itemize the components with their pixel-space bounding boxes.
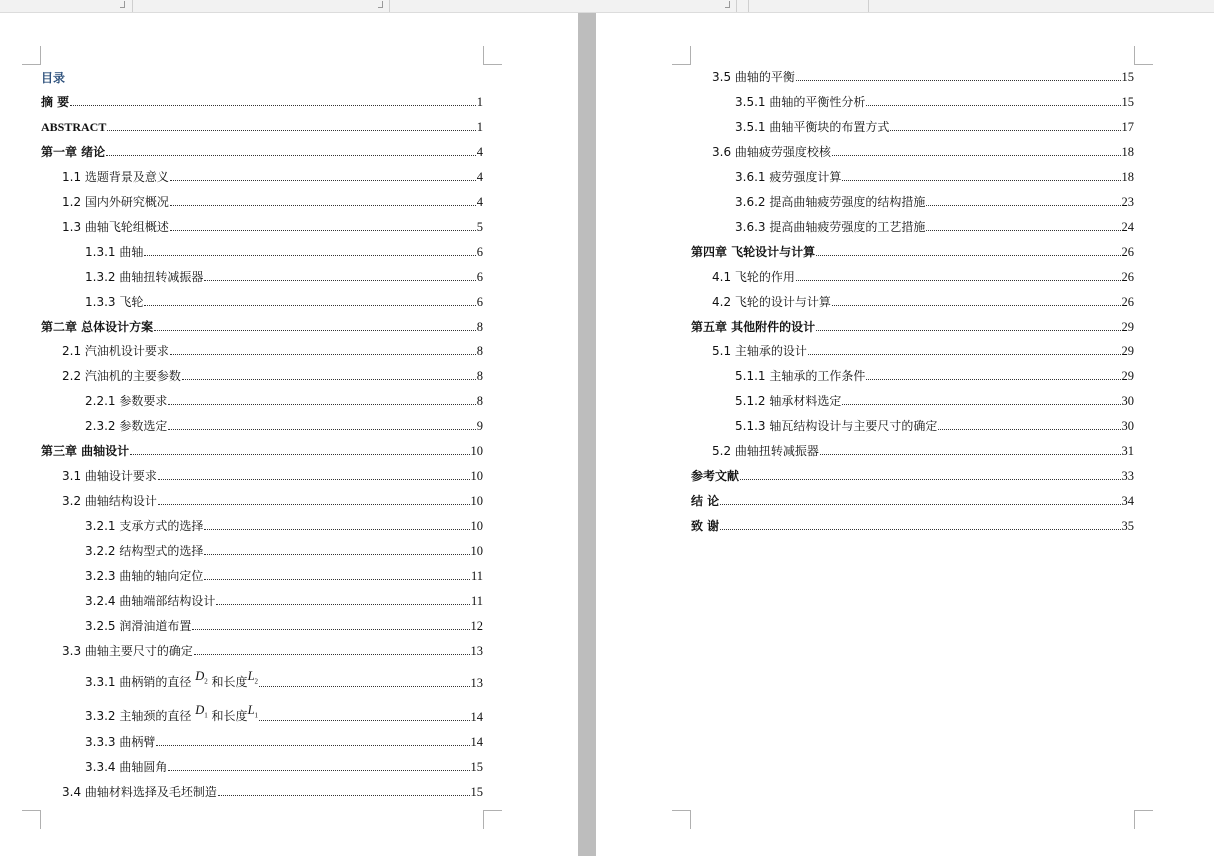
toc-entry-label: 3.2.3 曲轴的轴向定位 [85,569,204,583]
margin-corner-mark [672,810,691,829]
dot-leader [170,179,476,181]
toc-page-number: 1 [476,95,483,109]
ruler-tick [748,0,749,12]
margin-corner-mark [1134,46,1153,65]
toc-entry[interactable] [691,493,1134,509]
dot-leader [170,229,476,231]
toc-entry-label: 第四章 飞轮设计与计算 [691,245,816,259]
math-subscript: 2 [254,677,259,685]
toc-entry[interactable] [735,393,1134,409]
toc-page-number: 13 [470,676,483,690]
toc-page-number: 4 [476,145,483,159]
ruler-tick [132,0,133,12]
math-var: L [247,702,255,717]
dot-leader [204,528,469,530]
indent-marker[interactable] [378,1,383,8]
dot-leader [926,229,1120,231]
dot-leader [107,129,475,131]
toc-entry-label: 1.3 曲轴飞轮组概述 [62,220,169,234]
toc-entry[interactable] [62,468,483,484]
toc-entry[interactable] [712,269,1134,285]
toc-entry-label: 3.4 曲轴材料选择及毛坯制造 [62,785,217,799]
dot-leader [106,154,476,156]
toc-entry-label: 致 谢 [691,519,720,533]
toc-entry-label: 第一章 绪论 [41,145,106,159]
document-page-left[interactable] [0,13,578,856]
toc-entry[interactable] [85,734,483,750]
toc-entry[interactable] [85,702,483,725]
toc-page-number: 15 [1121,95,1134,109]
toc-entry[interactable] [62,219,483,235]
toc-entry-label: 第二章 总体设计方案 [41,320,154,334]
toc-page-number: 6 [476,295,483,309]
toc-entry-label: 3.6.3 提高曲轴疲劳强度的工艺措施 [735,220,926,234]
toc-entry[interactable] [85,244,483,260]
toc-entry-label: 2.1 汽油机设计要求 [62,344,169,358]
toc-entry-label: 结 论 [691,494,720,508]
toc-page-number: 5 [476,220,483,234]
dot-leader [796,79,1121,81]
margin-corner-mark [672,46,691,65]
toc-entry-label: 4.2 飞轮的设计与计算 [712,295,831,309]
toc-page-number: 11 [470,569,483,583]
ruler-tick [868,0,869,12]
dot-leader [216,603,470,605]
dot-leader [259,685,469,687]
toc-entry-label: 参考文献 [691,469,740,483]
dot-leader [168,769,469,771]
toc-page-number: 18 [1121,145,1134,159]
toc-entry[interactable] [712,443,1134,459]
toc-page-number: 17 [1121,120,1134,134]
dot-leader [816,254,1120,256]
toc-entry-label: 3.6.2 提高曲轴疲劳强度的结构措施 [735,195,926,209]
toc-entry-label: 第三章 曲轴设计 [41,444,130,458]
toc-entry-label: 5.1.2 轴承材料选定 [735,394,842,408]
page-gutter [578,13,596,856]
toc-entry[interactable] [85,294,483,310]
math-var: D [195,668,205,683]
dot-leader [796,279,1121,281]
toc-entry[interactable] [735,418,1134,434]
toc-entry-label: 3.5.1 曲轴平衡块的布置方式 [735,120,890,134]
dot-leader [168,428,475,430]
toc-entry[interactable] [62,784,483,800]
toc-entry-label: 3.6 曲轴疲劳强度校核 [712,145,831,159]
toc-page-number: 8 [476,344,483,358]
toc-page-number: 10 [470,469,483,483]
toc-entry[interactable] [712,69,1134,85]
toc-entry-label-part: 和长度 [211,674,248,689]
toc-page-number: 29 [1121,369,1134,383]
toc-entry-label: 5.1 主轴承的设计 [712,344,807,358]
document-page-right[interactable] [596,13,1214,856]
dot-leader [740,478,1120,480]
toc-entry-label: 3.3.4 曲轴圆角 [85,760,168,774]
toc-entry-label-part: 3.3.2 主轴颈的直径 [85,708,192,723]
math-subscript: 2 [204,677,208,685]
dot-leader [938,428,1120,430]
dot-leader [192,628,469,630]
math-subscript: 1 [254,711,259,719]
dot-leader [158,478,470,480]
toc-entry-label: 4.1 飞轮的作用 [712,270,795,284]
toc-entry[interactable] [85,393,483,409]
toc-entry-label: 2.2.1 参数要求 [85,394,168,408]
toc-entry-label: 3.3 曲轴主要尺寸的确定 [62,644,193,658]
dot-leader [130,453,469,455]
toc-entry[interactable] [712,144,1134,160]
toc-entry[interactable] [85,759,483,775]
toc-entry[interactable] [85,543,483,559]
toc-entry-label: 摘 要 [41,95,70,109]
dot-leader [168,403,475,405]
toc-entry-label: 2.2 汽油机的主要参数 [62,369,181,383]
dot-leader [182,378,476,380]
toc-page-number: 35 [1121,519,1134,533]
toc-title: 目录 [41,71,66,85]
dot-leader [158,503,470,505]
horizontal-ruler[interactable] [0,0,1214,13]
toc-page-number: 11 [470,594,483,608]
toc-page-number: 6 [476,270,483,284]
toc-page-number: 30 [1121,419,1134,433]
toc-entry[interactable] [691,319,1134,335]
toc-entry[interactable] [735,194,1134,210]
dot-leader [218,794,470,796]
dot-leader [808,353,1121,355]
margin-corner-mark [483,46,502,65]
toc-entry-label: 3.2.2 结构型式的选择 [85,544,204,558]
dot-leader [156,744,469,746]
dot-leader [866,378,1120,380]
toc-page-number: 6 [476,245,483,259]
toc-page-number: 10 [470,519,483,533]
toc-page-number: 15 [470,785,483,799]
toc-page-number: 10 [470,544,483,558]
toc-entry-label: 1.2 国内外研究概况 [62,195,169,209]
dot-leader [832,154,1121,156]
toc-entry[interactable] [735,94,1134,110]
dot-leader [204,553,469,555]
toc-entry[interactable] [85,518,483,534]
toc-entry[interactable] [712,343,1134,359]
toc-entry-label: 1.1 选题背景及意义 [62,170,169,184]
toc-page-number: 4 [476,195,483,209]
margin-corner-mark [1134,810,1153,829]
math-subscript: 1 [204,711,208,719]
toc-page-number: 10 [470,494,483,508]
toc-entry[interactable] [85,593,483,609]
dot-leader [144,254,475,256]
toc-entry[interactable] [41,94,483,110]
dot-leader [832,304,1121,306]
toc-page-number: 8 [476,394,483,408]
toc-entry[interactable] [62,169,483,185]
toc-entry[interactable] [41,119,483,135]
toc-entry-label: 1.3.1 曲轴 [85,245,144,259]
toc-entry[interactable] [712,294,1134,310]
toc-entry[interactable] [85,618,483,634]
dot-leader [154,329,476,331]
toc-page-number: 30 [1121,394,1134,408]
dot-leader [170,204,476,206]
toc-page-number: 14 [470,735,483,749]
margin-corner-mark [22,810,41,829]
toc-page-number: 33 [1121,469,1134,483]
toc-entry[interactable] [735,368,1134,384]
dot-leader [820,453,1121,455]
dot-leader [926,204,1120,206]
toc-entry[interactable] [691,518,1134,534]
toc-page-number: 15 [470,760,483,774]
toc-entry-label: 3.3.3 曲柄臂 [85,735,156,749]
indent-marker[interactable] [725,1,730,8]
toc-entry-label: 3.2.1 支承方式的选择 [85,519,204,533]
dot-leader [842,179,1120,181]
toc-entry[interactable] [62,343,483,359]
dot-leader [842,403,1120,405]
toc-entry-label: 3.2.4 曲轴端部结构设计 [85,594,216,608]
toc-entry[interactable] [62,493,483,509]
margin-corner-mark [483,810,502,829]
indent-marker[interactable] [120,1,125,8]
dot-leader [204,578,470,580]
math-var: D [195,702,205,717]
toc-entry[interactable] [735,219,1134,235]
toc-page-number: 8 [476,320,483,334]
toc-entry-label [85,668,259,692]
toc-entry[interactable] [735,169,1134,185]
toc-entry-label: 5.1.1 主轴承的工作条件 [735,369,866,383]
toc-page-number: 31 [1121,444,1134,458]
toc-entry[interactable] [85,568,483,584]
toc-entry-label: ABSTRACT [41,120,107,134]
math-symbol [195,703,208,717]
dot-leader [720,503,1120,505]
toc-entry-label: 5.2 曲轴扭转减振器 [712,444,819,458]
toc-entry[interactable] [62,643,483,659]
dot-leader [720,528,1120,530]
toc-entry[interactable] [85,269,483,285]
toc-page-number: 26 [1121,245,1134,259]
margin-corner-mark [22,46,41,65]
toc-page-number: 13 [470,644,483,658]
toc-entry-label: 3.1 曲轴设计要求 [62,469,157,483]
toc-entry[interactable] [41,443,483,459]
toc-entry[interactable] [41,319,483,335]
toc-entry[interactable] [691,244,1134,260]
toc-page-number: 29 [1121,320,1134,334]
toc-page-number: 23 [1121,195,1134,209]
toc-entry-label-part: 和长度 [211,708,248,723]
toc-entry[interactable] [62,368,483,384]
toc-page-number: 24 [1121,220,1134,234]
toc-entry-label: 3.2.5 润滑油道布置 [85,619,192,633]
toc-entry-label: 1.3.3 飞轮 [85,295,144,309]
toc-page-number: 8 [476,369,483,383]
ruler-tick [736,0,737,12]
toc-entry-label-part: 3.3.1 曲柄销的直径 [85,674,192,689]
ruler-tick [389,0,390,12]
toc-page-number: 26 [1121,295,1134,309]
dot-leader [170,353,476,355]
dot-leader [866,104,1120,106]
toc-entry[interactable] [735,119,1134,135]
toc-page-number: 34 [1121,494,1134,508]
toc-entry-label: 1.3.2 曲轴扭转减振器 [85,270,204,284]
dot-leader [259,719,469,721]
dot-leader [890,129,1120,131]
dot-leader [194,653,470,655]
toc-page-number: 10 [470,444,483,458]
math-symbol [195,669,208,683]
toc-page-number: 4 [476,170,483,184]
toc-entry-label: 第五章 其他附件的设计 [691,320,816,334]
toc-entry-label: 3.6.1 疲劳强度计算 [735,170,842,184]
toc-page-number: 12 [470,619,483,633]
toc-page-number: 18 [1121,170,1134,184]
toc-entry-label: 5.1.3 轴瓦结构设计与主要尺寸的确定 [735,419,938,433]
toc-page-number: 29 [1121,344,1134,358]
toc-page-number: 9 [476,419,483,433]
toc-entry[interactable] [691,468,1134,484]
toc-page-number: 14 [470,710,483,724]
toc-entry[interactable] [41,144,483,160]
toc-entry-label: 2.3.2 参数选定 [85,419,168,433]
dot-leader [204,279,475,281]
toc-entry[interactable] [85,418,483,434]
toc-entry-label: 3.5.1 曲轴的平衡性分析 [735,95,866,109]
toc-page-number: 26 [1121,270,1134,284]
toc-entry[interactable] [85,668,483,691]
dot-leader [70,104,476,106]
toc-entry-label: 3.2 曲轴结构设计 [62,494,157,508]
toc-page-number: 1 [476,120,483,134]
toc-page-number: 15 [1121,70,1134,84]
math-symbol [248,703,258,717]
dot-leader [144,304,475,306]
toc-entry-label: 3.5 曲轴的平衡 [712,70,795,84]
toc-entry-label [85,702,259,726]
toc-entry[interactable] [62,194,483,210]
math-symbol [248,669,258,683]
dot-leader [816,329,1120,331]
math-var: L [247,668,255,683]
